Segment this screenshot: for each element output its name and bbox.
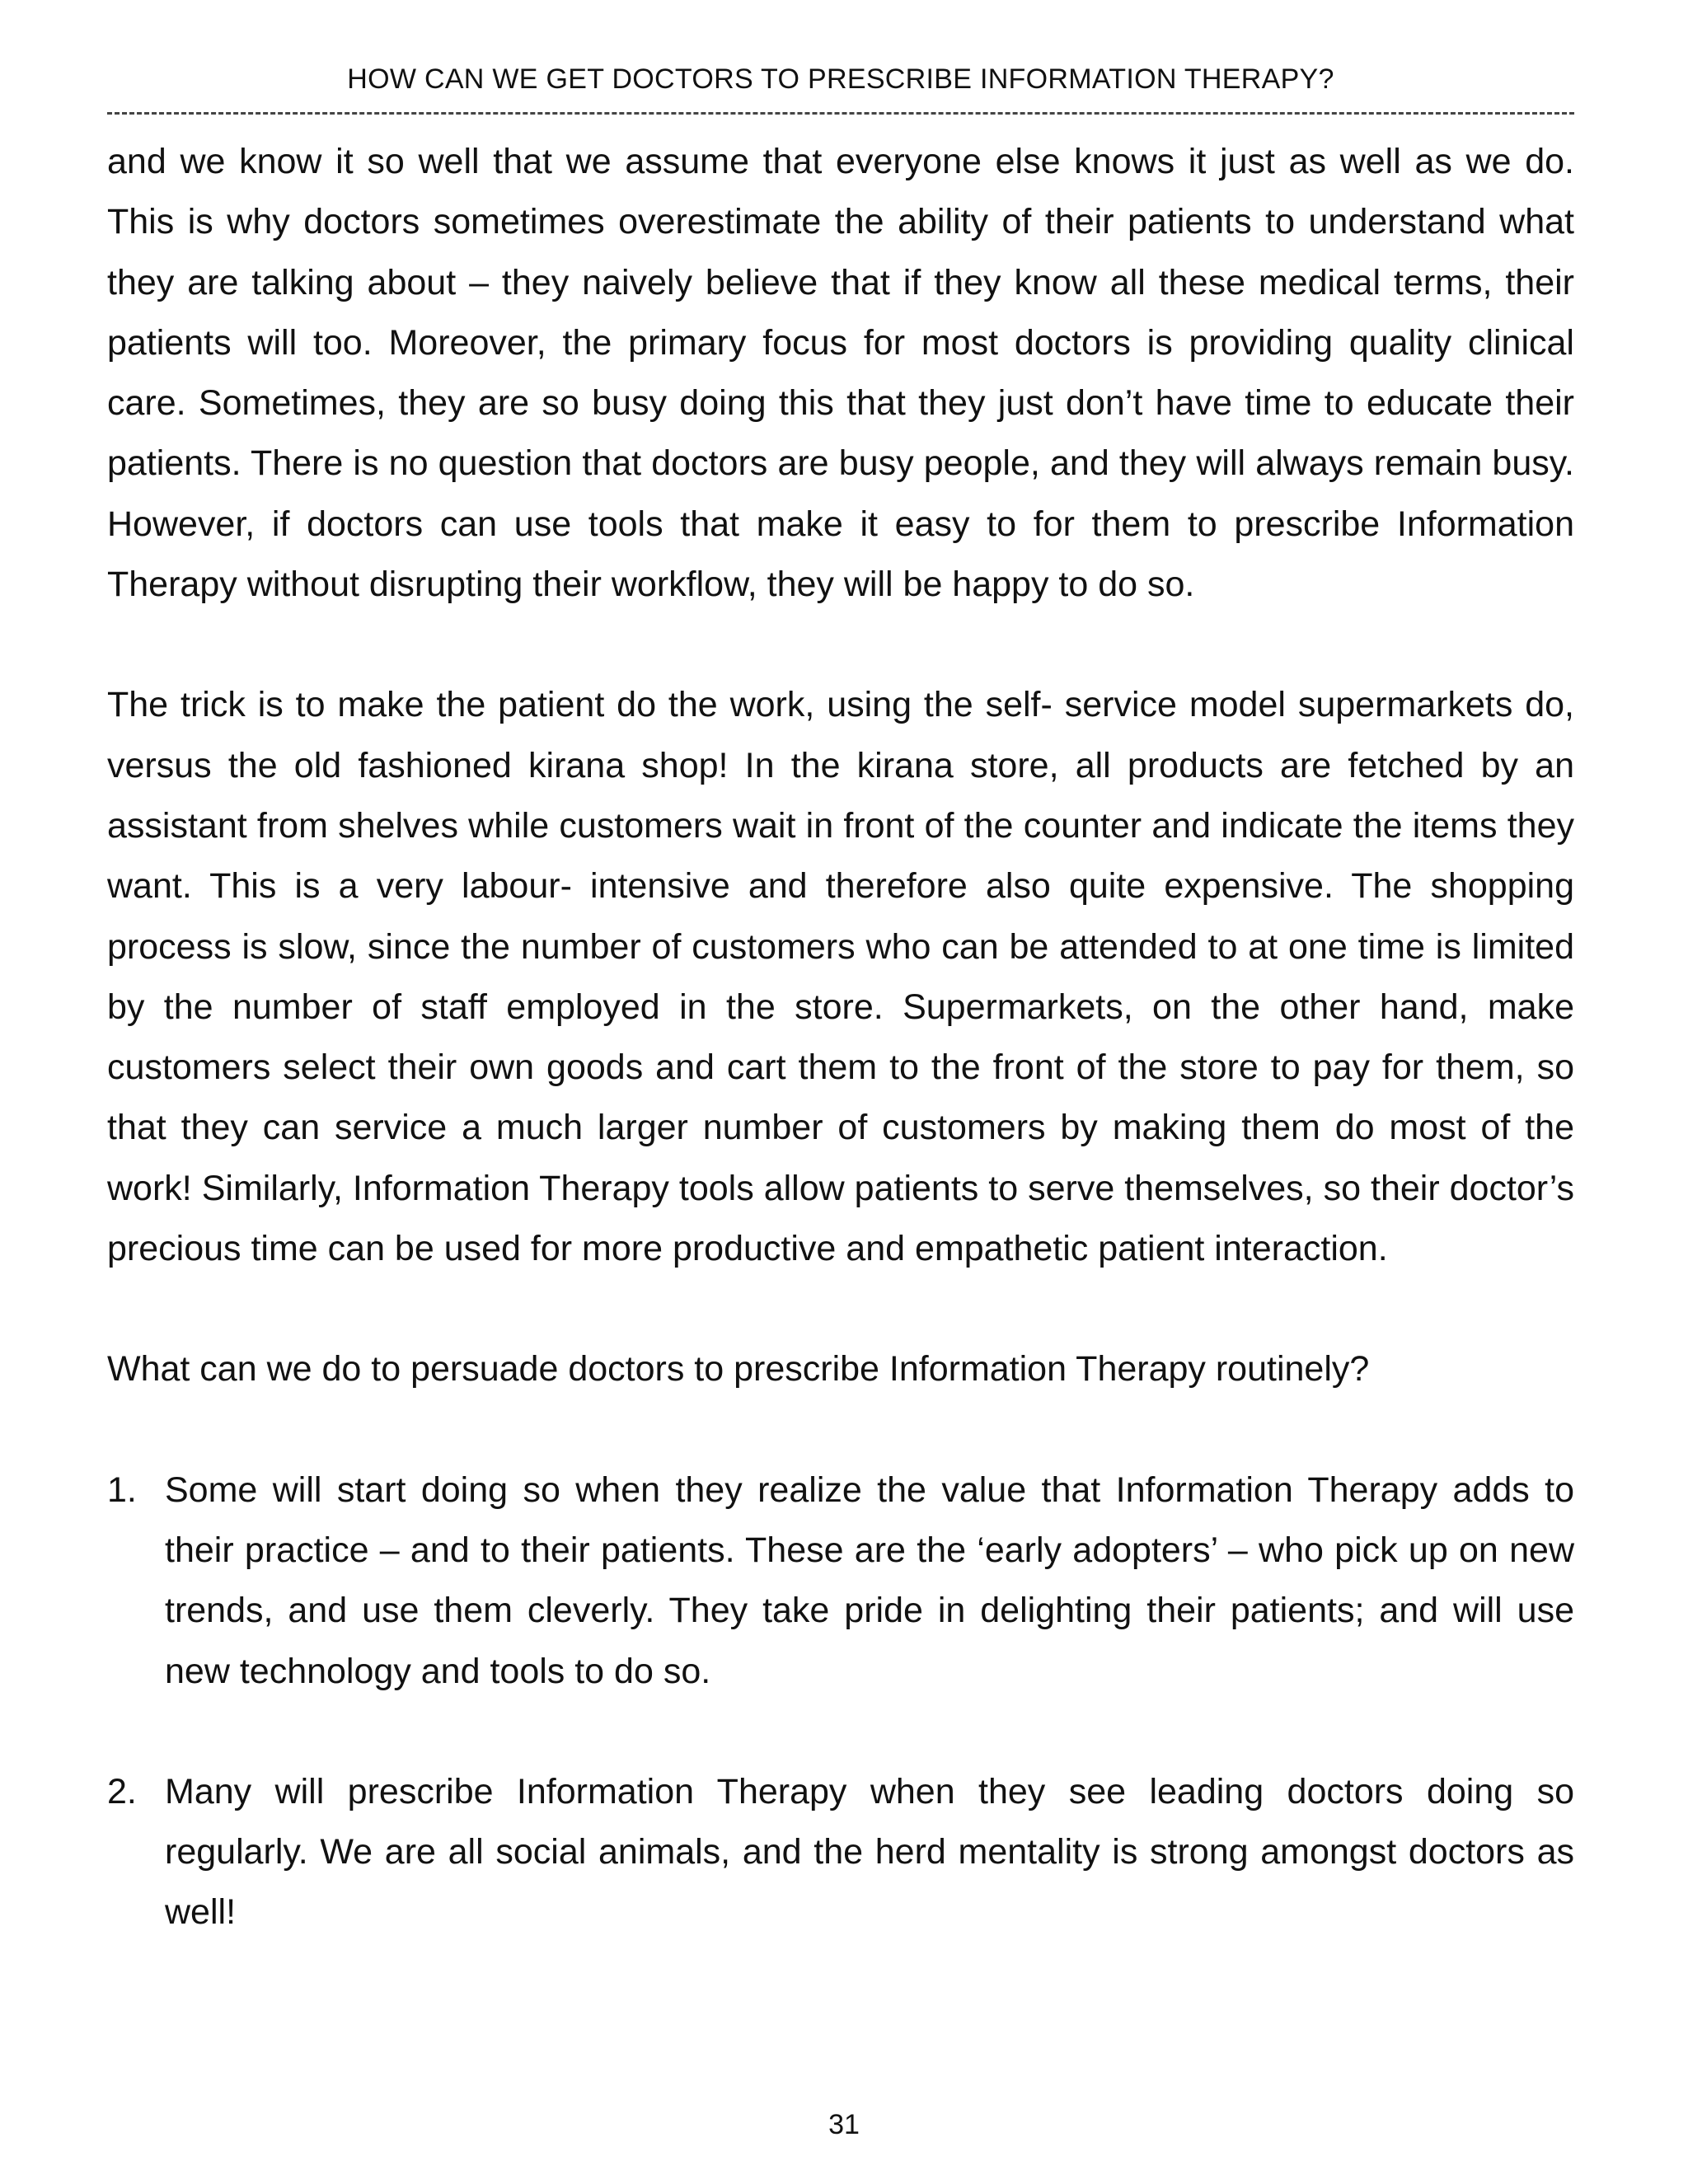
running-header: HOW CAN WE GET DOCTORS TO PRESCRIBE INFORMATION THERAPY?	[347, 63, 1334, 95]
list-text-1: Some will start doing so when they realize the value that Information Therapy adds to their practice – and to their patients. These are the ‘early adopters’ – who pick up on new trends, and use them cleverly. They take pride in delighting their patients; and will use new technology and tools to do so.	[165, 1469, 1574, 1691]
header-divider	[107, 112, 1574, 115]
paragraph-gap	[107, 1279, 1574, 1339]
list-item-2	[107, 1762, 1574, 1943]
page-number: 31	[828, 2109, 860, 2140]
paragraph-2: The trick is to make the patient do the work, using the self- service model supermarkets do, versus the old fashioned kirana shop! In the kirana store, all products are fetched by an assistant from shelves while customers wait in front of the counter and indicate the items they want. This is a very labour- intensive and therefore also quite expensive. The shopping process is slow, since the number of customers who can be attended to at one time is limited by the number of staff employed in the store. Supermarkets, on the other hand, make customers select their own goods and cart them to the front of the store to pay for them, so that they can service a much larger number of customers by making them do most of the work! Similarly, Information Therapy tools allow patients to serve themselves, so their doctor’s precious time can be used for more productive and empathetic patient interaction.	[107, 685, 1574, 1269]
paragraph-gap	[107, 1702, 1574, 1762]
list-number-1: 1.	[107, 1469, 137, 1510]
paragraph-gap	[107, 1400, 1574, 1460]
list-number-2: 2.	[107, 1771, 137, 1811]
paragraph-gap	[107, 615, 1574, 675]
list-item-1	[107, 1460, 1574, 1702]
body-text	[107, 132, 1574, 1943]
list-text-2: Many will prescribe Information Therapy when they see leading doctors doing so regularly. We are all social animals, and the herd mentality is strong amongst doctors as well!	[165, 1771, 1574, 1933]
question-paragraph: What can we do to persuade doctors to prescribe Information Therapy routinely?	[107, 1349, 1370, 1390]
paragraph-1: and we know it so well that we assume that everyone else knows it just as well as we do. This is why doctors sometimes overestimate the ability of their patients to understand what they are talking about – they naively believe that if they know all these medical terms, their patients will too. Moreover, the primary focus for most doctors is providing quality clinical care. Sometimes, they are so busy doing this that they just don’t have time to educate their patients. There is no question that doctors are busy people, and they will always remain busy. However, if doctors can use tools that make it easy to for them to prescribe Information Therapy without disrupting their workflow, they will be happy to do so.	[107, 142, 1574, 605]
